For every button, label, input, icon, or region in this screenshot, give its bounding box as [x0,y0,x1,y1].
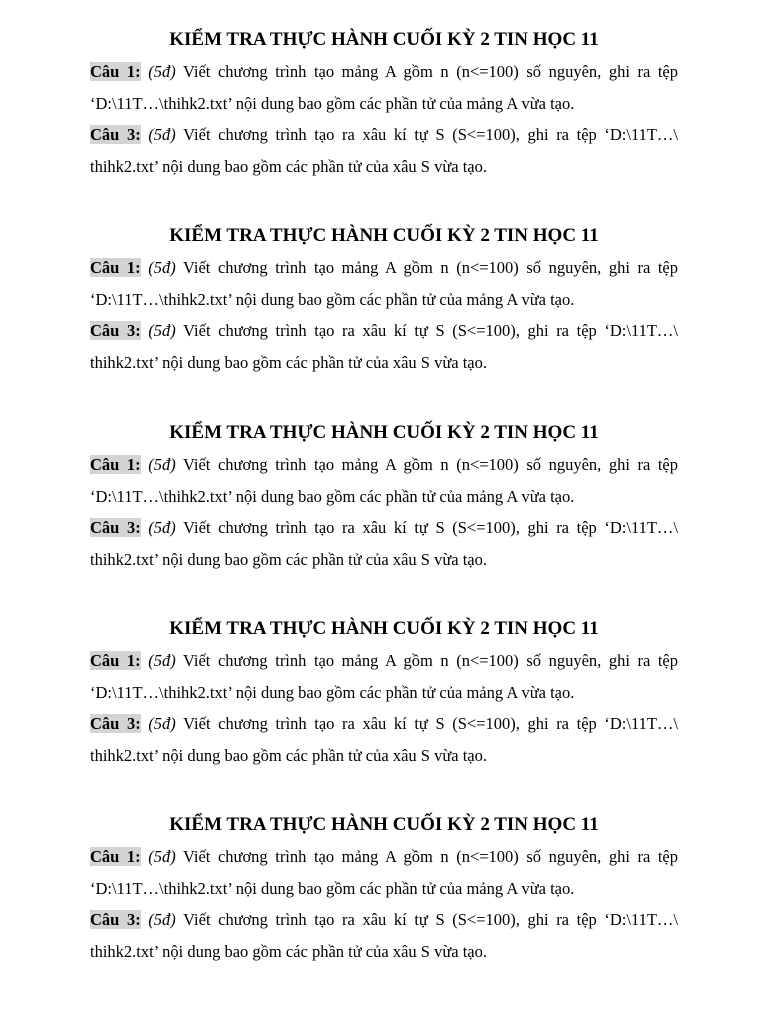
question-1 [90,252,678,316]
question-1 [90,645,678,709]
question-points: (5đ) [148,125,176,144]
question-label: Câu 1: [90,258,141,277]
question-points: (5đ) [148,518,176,537]
question-points: (5đ) [148,455,176,474]
question-points: (5đ) [148,258,176,277]
question-label: Câu 3: [90,321,141,340]
question-text: Viết chương trình tạo mảng A gồm n (n<=100) số nguyên, ghi ra tệp ‘D:\11T…\thihk2.txt’ nội dung bao gồm các phần tử của mảng A vừa tạo. [90,62,679,113]
question-text: Viết chương trình tạo ra xâu kí tự S (S<=100), ghi ra tệp ‘D:\11T…\ thihk2.txt’ nội dung bao gồm các phần tử của xâu S vừa tạo. [90,125,679,176]
question-1 [90,56,678,120]
question-label: Câu 1: [90,651,141,670]
question-text: Viết chương trình tạo mảng A gồm n (n<=100) số nguyên, ghi ra tệp ‘D:\11T…\thihk2.txt’ nội dung bao gồm các phần tử của mảng A vừa tạo. [90,258,679,309]
question-points: (5đ) [148,714,176,733]
question-text: Viết chương trình tạo ra xâu kí tự S (S<=100), ghi ra tệp ‘D:\11T…\ thihk2.txt’ nội dung bao gồm các phần tử của xâu S vừa tạo. [90,321,679,372]
question-text: Viết chương trình tạo ra xâu kí tự S (S<=100), ghi ra tệp ‘D:\11T…\ thihk2.txt’ nội dung bao gồm các phần tử của xâu S vừa tạo. [90,518,679,569]
question-3 [90,708,678,772]
test-title: KIỂM TRA THỰC HÀNH CUỐI KỲ 2 TIN HỌC 11 [169,618,599,639]
question-text: Viết chương trình tạo ra xâu kí tự S (S<=100), ghi ra tệp ‘D:\11T…\ thihk2.txt’ nội dung bao gồm các phần tử của xâu S vừa tạo. [90,910,679,961]
question-label: Câu 3: [90,125,141,144]
question-label: Câu 3: [90,910,141,929]
question-points: (5đ) [148,651,176,670]
question-3 [90,119,678,183]
test-title: KIỂM TRA THỰC HÀNH CUỐI KỲ 2 TIN HỌC 11 [169,422,599,443]
question-text: Viết chương trình tạo ra xâu kí tự S (S<=100), ghi ra tệp ‘D:\11T…\ thihk2.txt’ nội dung bao gồm các phần tử của xâu S vừa tạo. [90,714,679,765]
question-points: (5đ) [148,847,176,866]
question-points: (5đ) [148,321,176,340]
test-title: KIỂM TRA THỰC HÀNH CUỐI KỲ 2 TIN HỌC 11 [169,814,599,835]
question-text: Viết chương trình tạo mảng A gồm n (n<=100) số nguyên, ghi ra tệp ‘D:\11T…\thihk2.txt’ nội dung bao gồm các phần tử của mảng A vừa tạo. [90,455,679,506]
question-1 [90,449,678,513]
question-3 [90,512,678,576]
question-label: Câu 1: [90,847,141,866]
question-3 [90,904,678,968]
question-text: Viết chương trình tạo mảng A gồm n (n<=100) số nguyên, ghi ra tệp ‘D:\11T…\thihk2.txt’ nội dung bao gồm các phần tử của mảng A vừa tạo. [90,847,679,898]
question-3 [90,315,678,379]
question-text: Viết chương trình tạo mảng A gồm n (n<=100) số nguyên, ghi ra tệp ‘D:\11T…\thihk2.txt’ nội dung bao gồm các phần tử của mảng A vừa tạo. [90,651,679,702]
question-label: Câu 3: [90,714,141,733]
question-points: (5đ) [148,910,176,929]
test-title: KIỂM TRA THỰC HÀNH CUỐI KỲ 2 TIN HỌC 11 [169,225,599,246]
question-label: Câu 1: [90,455,141,474]
question-1 [90,841,678,905]
test-title: KIỂM TRA THỰC HÀNH CUỐI KỲ 2 TIN HỌC 11 [169,29,599,50]
question-label: Câu 1: [90,62,141,81]
question-points: (5đ) [148,62,176,81]
question-label: Câu 3: [90,518,141,537]
